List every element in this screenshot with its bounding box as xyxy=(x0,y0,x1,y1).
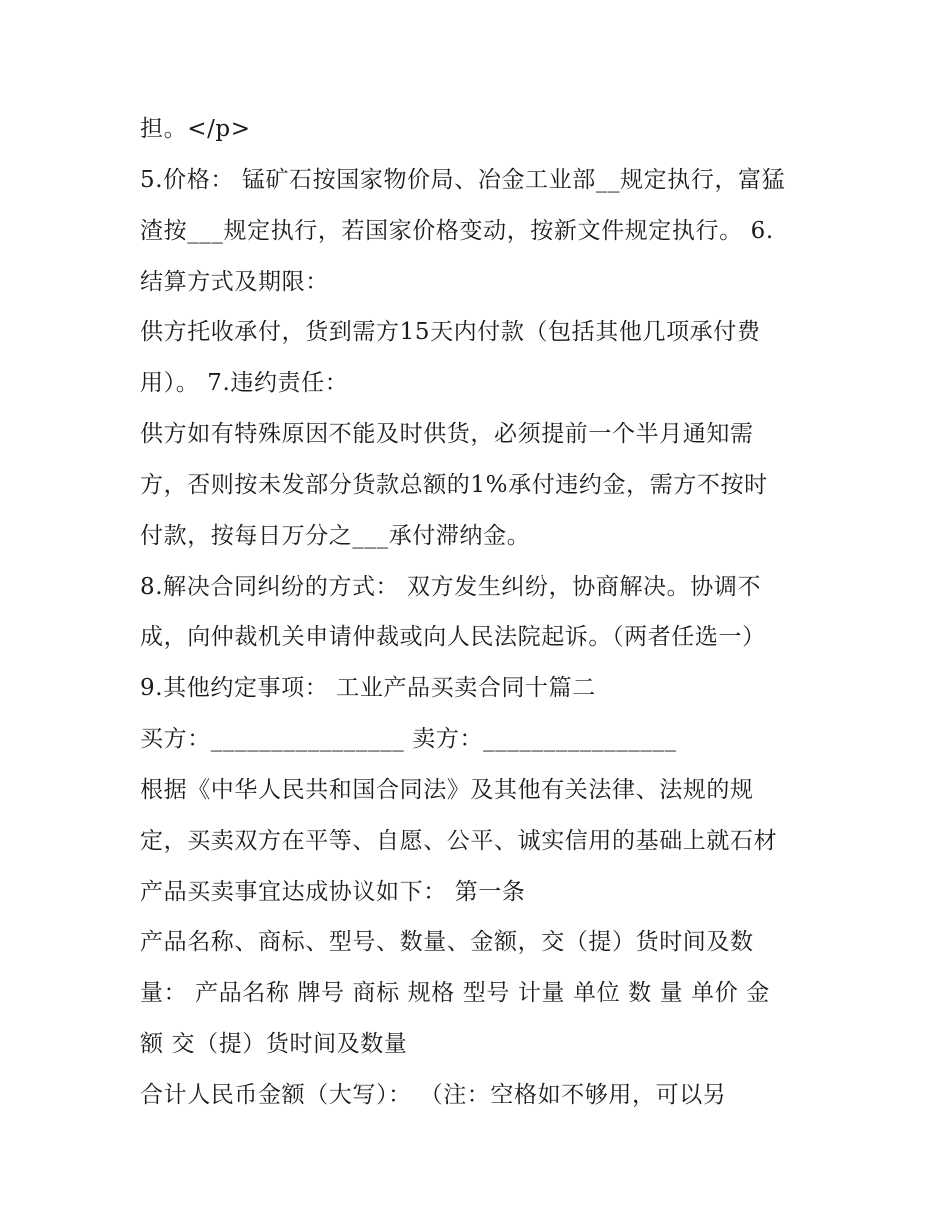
text-line: 合计人民币金额（大写）： （注：空格如不够用，可以另 xyxy=(140,1082,727,1108)
text-line: 额 交（提）货时间及数量 xyxy=(140,1031,408,1057)
text-line: 产品买卖事宜达成协议如下： 第一条 xyxy=(140,879,526,905)
text-line: 9.其他约定事项： 工业产品买卖合同十篇二 xyxy=(140,675,596,701)
text-line: 结算方式及期限： xyxy=(140,269,329,295)
text-line: 定，买卖双方在平等、自愿、公平、诚实信用的基础上就石材 xyxy=(140,828,778,854)
text-line: 5.价格： 锰矿石按国家物价局、冶金工业部__规定执行，富猛 xyxy=(140,167,786,193)
text-line: 用）。 7.违约责任： xyxy=(140,370,349,396)
text-line: 8.解决合同纠纷的方式： 双方发生纠纷，协商解决。协调不 xyxy=(140,574,762,600)
text-line: 供方托收承付，货到需方15天内付款（包括其他几项承付费 xyxy=(140,319,761,345)
text-line: 付款，按每日万分之___承付滞纳金。 xyxy=(140,523,531,549)
text-line: 成，向仲裁机关申请仲裁或向人民法院起诉。（两者任选一） xyxy=(140,624,766,650)
text-line: 渣按___规定执行，若国家价格变动，按新文件规定执行。 6. xyxy=(140,218,774,244)
text-line: 量： 产品名称 牌号 商标 规格 型号 计量 单位 数 量 单价 金 xyxy=(140,980,770,1006)
text-line: 担。</p> xyxy=(140,116,251,142)
text-line: 买方：________________ 卖方：________________ xyxy=(140,726,677,752)
text-line: 产品名称、商标、型号、数量、金额，交（提）货时间及数 xyxy=(140,929,754,955)
text-line: 根据《中华人民共和国合同法》及其他有关法律、法规的规 xyxy=(140,777,754,803)
text-line: 方，否则按未发部分货款总额的1%承付违约金，需方不按时 xyxy=(140,472,768,498)
text-line: 供方如有特殊原因不能及时供货，必须提前一个半月通知需 xyxy=(140,421,754,447)
